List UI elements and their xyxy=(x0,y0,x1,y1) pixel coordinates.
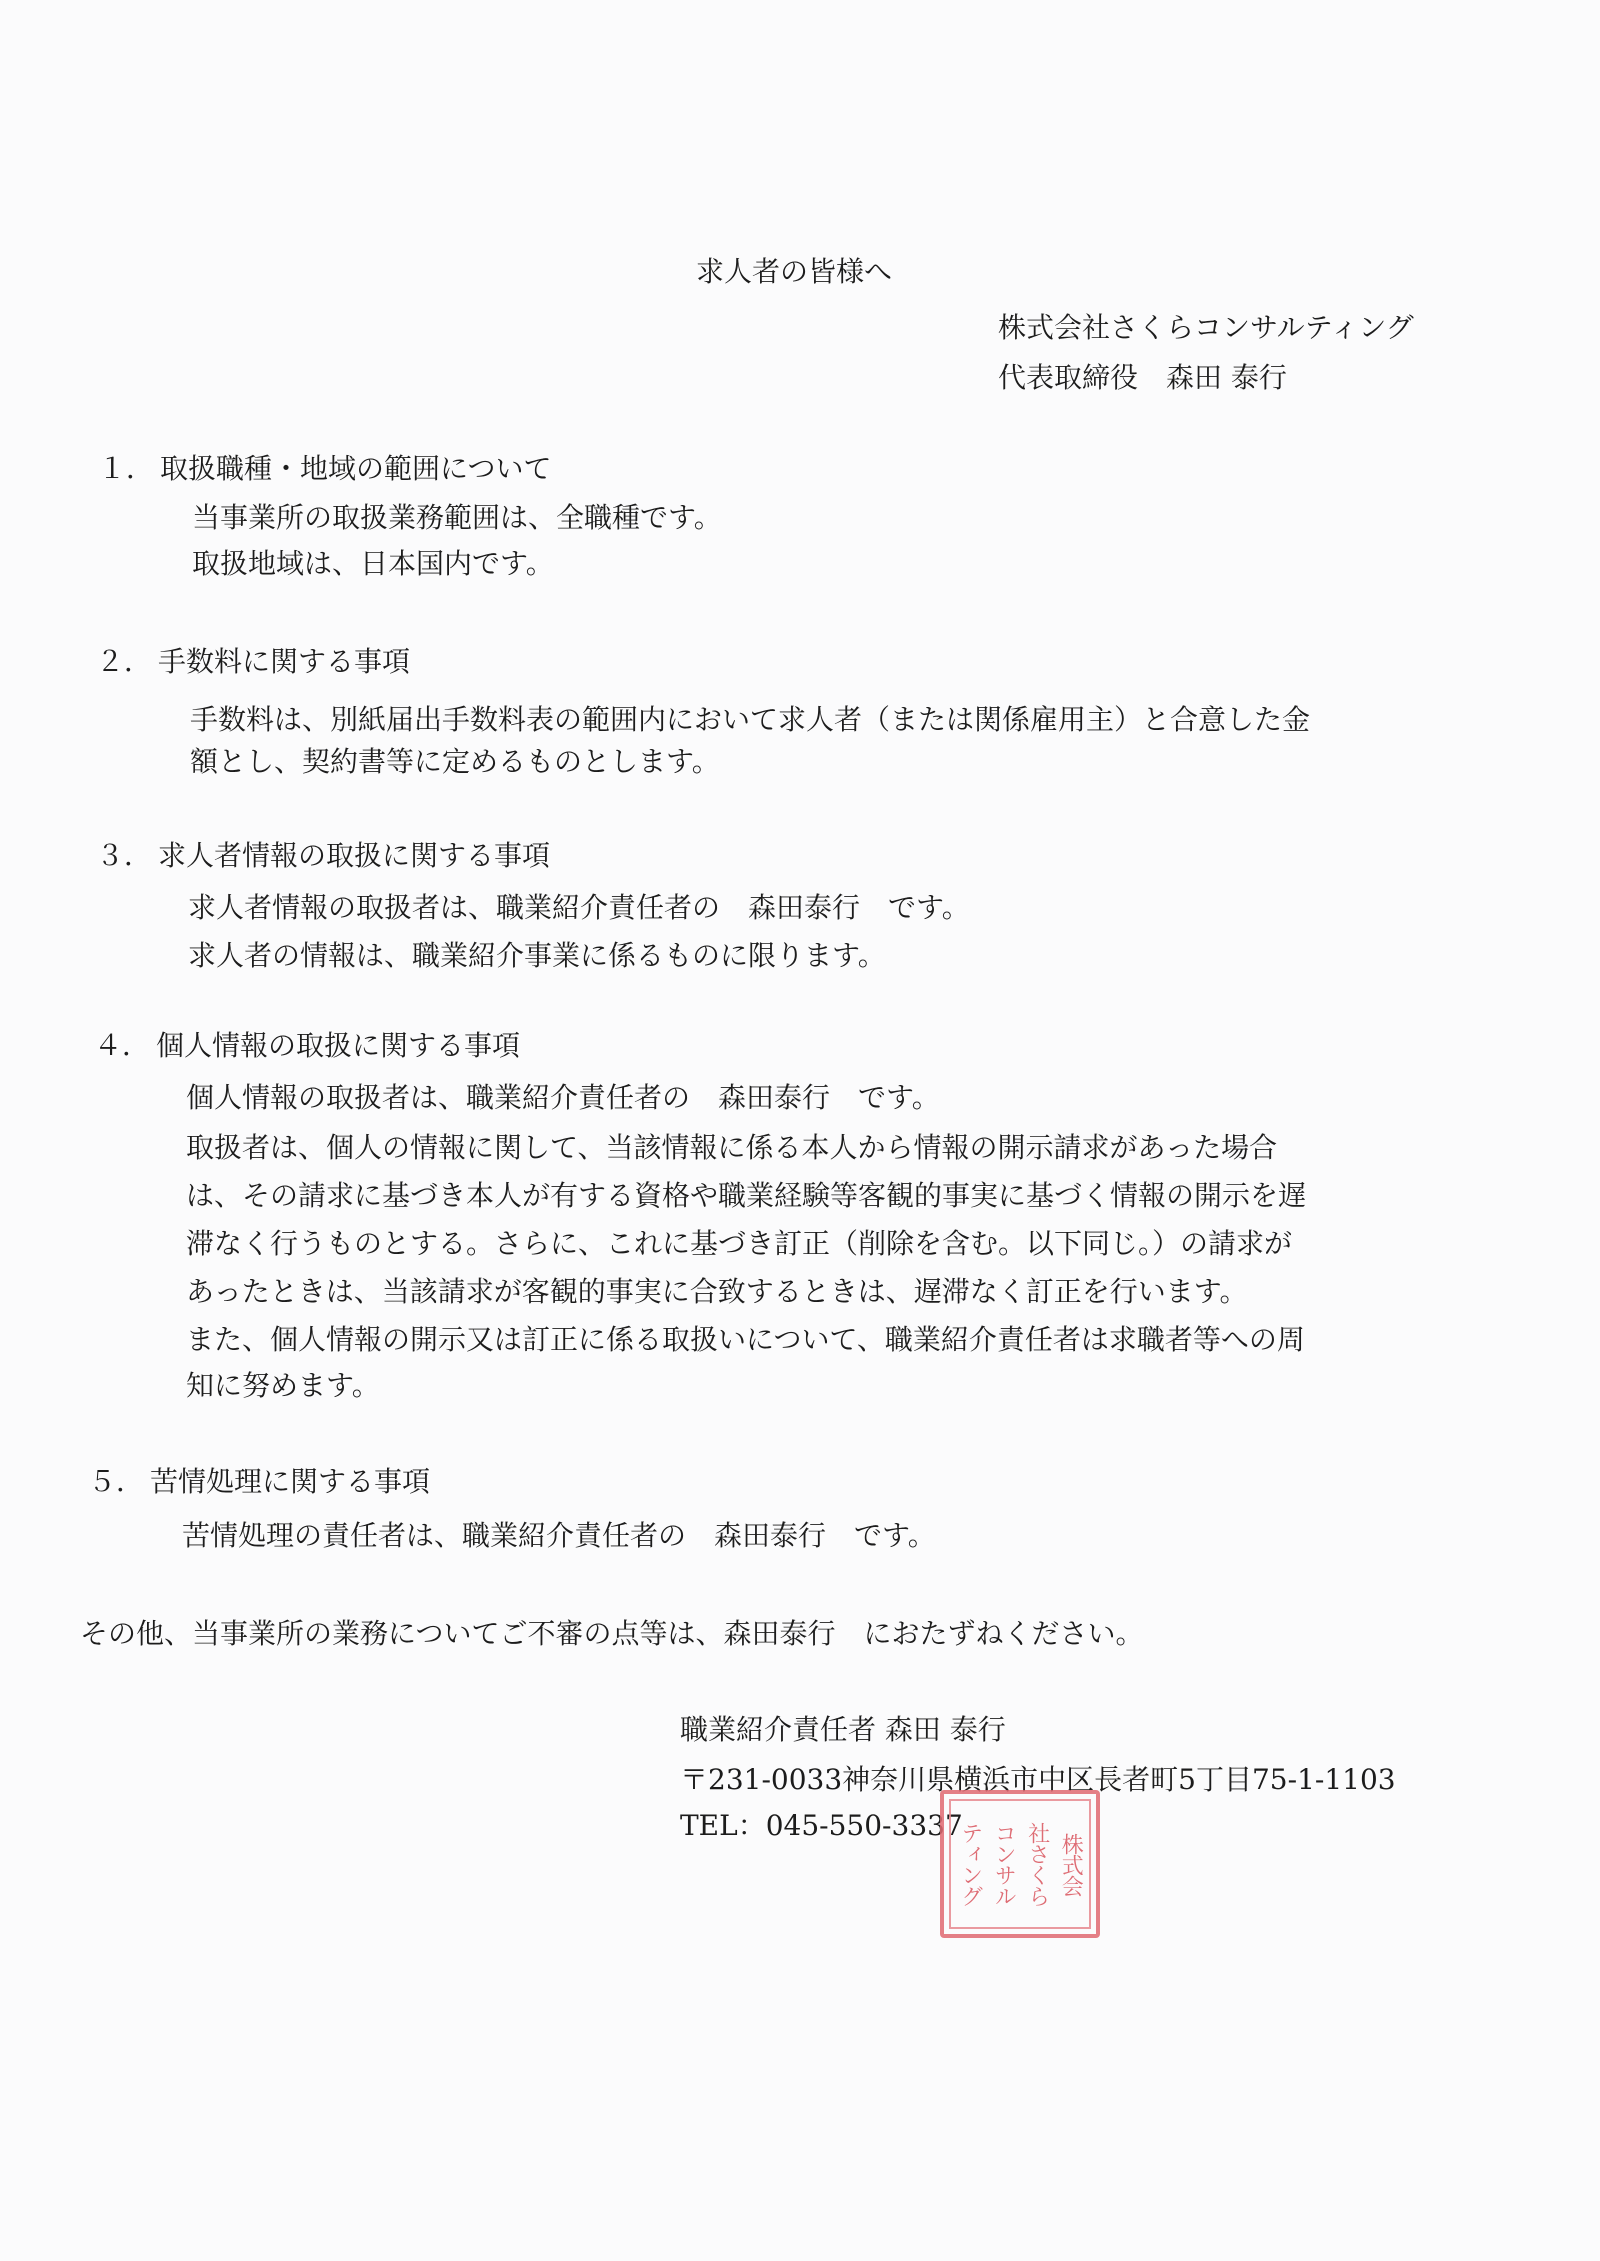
signature-responsible: 職業紹介責任者 森田 泰行 xyxy=(680,1713,1006,1746)
section-4-heading xyxy=(94,1026,520,1066)
signature-tel: TEL：045-550-3337 xyxy=(680,1809,963,1842)
section-4-line: また、個人情報の開示又は訂正に係る取扱いについて、職業紹介責任者は求職者等への周 xyxy=(186,1323,1305,1356)
seal-text-column: 株式会 xyxy=(1058,1832,1084,1896)
section-title: 個人情報の取扱に関する事項 xyxy=(156,1029,521,1062)
section-3-heading xyxy=(96,836,550,876)
section-4-line: 取扱者は、個人の情報に関して、当該情報に係る本人から情報の開示請求があった場合 xyxy=(186,1131,1278,1164)
section-1-heading xyxy=(98,449,551,489)
section-3-line: 求人者情報の取扱者は、職業紹介責任者の 森田泰行 です。 xyxy=(188,891,970,924)
seal-text-column: 社さくら xyxy=(1024,1822,1050,1906)
section-title: 手数料に関する事項 xyxy=(158,645,411,678)
section-2-line: 手数料は、別紙届出手数料表の範囲内において求人者（または関係雇用主）と合意した金 xyxy=(190,703,1311,736)
seal-text-column: ティング xyxy=(957,1822,983,1906)
section-number: ４． xyxy=(94,1029,151,1062)
section-number: １． xyxy=(98,452,155,485)
section-4-line: あったときは、当該請求が客観的事実に合致するときは、遅滞なく訂正を行います。 xyxy=(186,1275,1248,1308)
section-number: ２． xyxy=(96,645,153,678)
section-2-line: 額とし、契約書等に定めるものとします。 xyxy=(190,745,720,778)
section-title: 苦情処理に関する事項 xyxy=(150,1465,431,1498)
section-4-line: 個人情報の取扱者は、職業紹介責任者の 森田泰行 です。 xyxy=(186,1081,940,1114)
company-representative: 代表取締役 森田 泰行 xyxy=(998,361,1287,394)
section-1-line: 取扱地域は、日本国内です。 xyxy=(192,547,554,580)
section-number: ３． xyxy=(96,839,153,872)
company-name: 株式会社さくらコンサルティング xyxy=(998,311,1414,344)
section-3-line: 求人者の情報は、職業紹介事業に係るものに限ります。 xyxy=(188,939,886,972)
closing-text: その他、当事業所の業務についてご不審の点等は、森田泰行 におたずねください。 xyxy=(80,1617,1144,1650)
section-title: 取扱職種・地域の範囲について xyxy=(160,452,552,485)
section-4-line: は、その請求に基づき本人が有する資格や職業経験等客観的事実に基づく情報の開示を遅 xyxy=(186,1179,1307,1212)
section-5-heading xyxy=(88,1462,430,1502)
section-number: ５． xyxy=(88,1465,145,1498)
section-4-line: 知に努めます。 xyxy=(186,1369,380,1402)
seal-border xyxy=(949,1799,1091,1929)
section-2-heading xyxy=(96,642,410,682)
section-title: 求人者情報の取扱に関する事項 xyxy=(158,839,551,872)
signature-address: 〒231-0033神奈川県横浜市中区長者町5丁目75-1-1103 xyxy=(680,1763,1396,1796)
company-seal-stamp xyxy=(940,1790,1100,1938)
section-5-line: 苦情処理の責任者は、職業紹介責任者の 森田泰行 です。 xyxy=(182,1519,936,1552)
seal-text-column: コンサル xyxy=(991,1822,1017,1906)
section-1-line: 当事業所の取扱業務範囲は、全職種です。 xyxy=(192,501,722,534)
section-4-line: 滞なく行うものとする。さらに、これに基づき訂正（削除を含む。以下同じ。）の請求が xyxy=(186,1227,1293,1260)
salutation: 求人者の皆様へ xyxy=(696,255,893,288)
